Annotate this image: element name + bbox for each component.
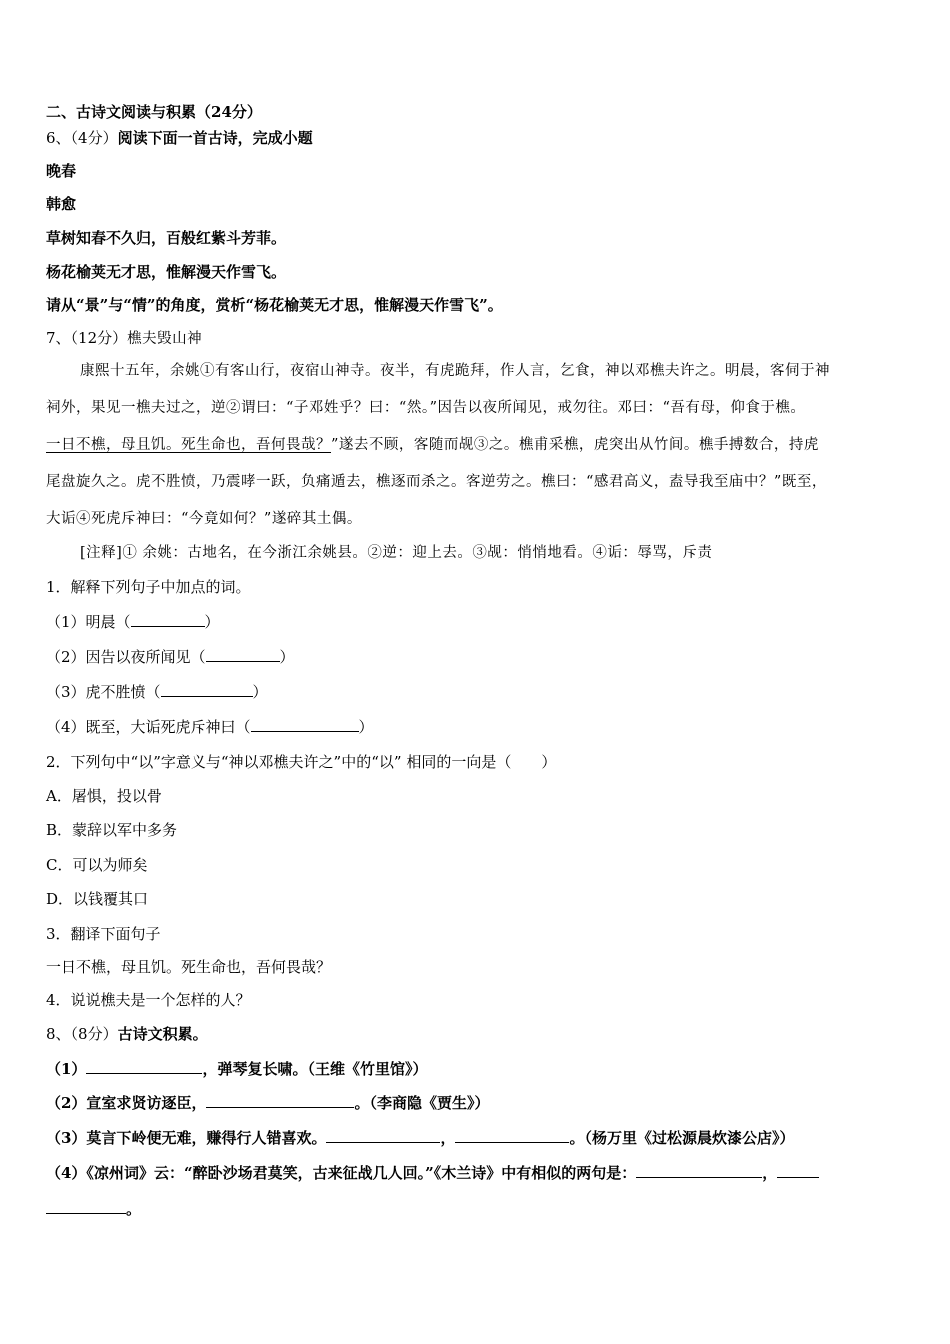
answer-blank-8-2[interactable]: [206, 1092, 354, 1108]
sub-question-3: 3．翻译下面句子: [46, 925, 161, 943]
q8-item-1: [46, 1058, 914, 1079]
q6-number: 6、（4分）: [46, 129, 118, 147]
passage-line-2: 祠外，果见一樵夫过之，逆②谓曰：“子邓姓乎？曰：“然。”因告以夜所闻见，戒勿往。邓曰：“吾有母，仰食于樵。: [46, 400, 806, 416]
answer-blank-8-4b-part1[interactable]: [777, 1162, 819, 1178]
q8-3-text: 。（杨万里《过松源晨炊漆公店》）: [569, 1129, 795, 1147]
section-title: 二、古诗文阅读与积累（24分）: [46, 103, 262, 121]
poem-author: 韩愈: [46, 195, 77, 213]
label-1-1: （1）明晨（: [46, 613, 131, 631]
q8-number: 8、（8分）: [46, 1025, 118, 1043]
close-paren-1-3: ）: [252, 683, 268, 701]
sub-question-1-3: [46, 681, 914, 702]
answer-blank-8-3a[interactable]: [326, 1127, 440, 1143]
q8-header: [46, 1024, 914, 1044]
answer-blank-8-4a[interactable]: [636, 1162, 762, 1178]
underlined-sentence: 一日不樵，母且饥。死生命也，吾何畏哉？: [46, 437, 331, 453]
passage-line-3: [46, 435, 914, 455]
sub-question-1-2: [46, 646, 914, 667]
q6-header: [46, 128, 914, 148]
q6-stem: 阅读下面一首古诗，完成小题: [117, 129, 313, 147]
label-1-2: （2）因告以夜所闻见（: [46, 648, 206, 666]
q8-3-label: （3）莫言下岭便无难，赚得行人错喜欢。: [46, 1129, 327, 1147]
q8-4-label: （4）《凉州词》云：“醉卧沙场君莫笑，古来征战几人回。”《木兰诗》中有相似的两句是：: [46, 1164, 637, 1182]
sub-question-2: 2．下列句中“以”字意义与“神以邓樵夫许之”中的“以” 相同的一向是（ ）: [46, 753, 557, 771]
q8-item-4-cont: [46, 1198, 914, 1219]
sub-question-1: 1．解释下列句子中加点的词。: [46, 578, 251, 596]
q8-item-4: [46, 1162, 914, 1183]
q8-1-label: （1）: [46, 1060, 87, 1078]
option-a[interactable]: A．屠惧，投以骨: [46, 787, 162, 805]
close-paren-1-4: ）: [358, 718, 374, 736]
passage-line-1: 康熙十五年，余姚①有客山行，夜宿山神寺。夜半，有虎跪拜，作人言，乞食，神以邓樵夫许之。明晨，客伺于神: [80, 363, 830, 379]
q7-header: [46, 328, 914, 349]
close-paren-1-2: ）: [279, 648, 295, 666]
q8-2-text: 。（李商隐《贾生》）: [354, 1094, 490, 1112]
answer-blank-8-1[interactable]: [86, 1058, 202, 1074]
passage-line-5: 大诟④死虎斥神曰：“今竟如何？”遂碎其土偶。: [46, 511, 362, 527]
answer-blank-8-3b[interactable]: [455, 1127, 569, 1143]
answer-blank-1-1[interactable]: [131, 611, 205, 627]
poem-line-1: 草树知春不久归，百般红紫斗芳菲。: [46, 229, 287, 247]
poem-line-2: 杨花榆荚无才思，惟解漫天作雪飞。: [46, 263, 287, 281]
passage-line-3-rest: ”遂去不顾，客随而觇③之。樵甫采樵，虎突出从竹间。樵手搏数合，持虎: [331, 437, 819, 453]
label-1-3: （3）虎不胜愤（: [46, 683, 161, 701]
option-b[interactable]: B．蒙辞以军中多务: [46, 821, 178, 839]
q8-3-comma: ，: [440, 1129, 456, 1147]
option-c[interactable]: C．可以为师矣: [46, 856, 148, 874]
q8-4-end: 。: [126, 1200, 142, 1218]
q8-item-3: [46, 1127, 914, 1148]
q8-2-label: （2）宣室求贤访逐臣，: [46, 1094, 207, 1112]
q6-question: 请从“景”与“情”的角度，赏析“杨花榆荚无才思，惟解漫天作雪飞”。: [46, 296, 503, 314]
q8-stem: 古诗文积累。: [117, 1025, 208, 1043]
passage-line-4: 尾盘旋久之。虎不胜愤，乃震哮一跃，负痛遁去，樵逐而杀之。客逆劳之。樵曰：“感君高义，盍导我至庙中？”既至，: [46, 474, 827, 490]
option-d[interactable]: D．以钱覆其口: [46, 890, 149, 908]
q8-4-comma: ，: [762, 1164, 778, 1182]
sub-question-1-4: [46, 716, 914, 737]
q8-1-text: ，弹琴复长啸。（王维《竹里馆》）: [202, 1060, 428, 1078]
sub-question-1-1: [46, 611, 914, 632]
answer-blank-1-3[interactable]: [161, 681, 253, 697]
close-paren-1-1: ）: [204, 613, 220, 631]
translate-sentence: 一日不樵，母且饥。死生命也，吾何畏哉？: [46, 958, 332, 976]
answer-blank-8-4b-part2[interactable]: [46, 1198, 126, 1214]
q7-number: 7、（12分）: [46, 329, 128, 347]
answer-blank-1-4[interactable]: [251, 716, 359, 732]
label-1-4: （4）既至，大诟死虎斥神曰（: [46, 718, 251, 736]
annotation-note: [注释]① 余姚：古地名，在今浙江余姚县。②逆：迎上去。③觇：悄悄地看。④诟：辱骂，斥责: [80, 545, 713, 561]
answer-blank-1-2[interactable]: [206, 646, 280, 662]
poem-title: 晚春: [46, 162, 77, 180]
q7-title: 樵夫毁山神: [127, 331, 203, 347]
q8-item-2: [46, 1092, 914, 1113]
sub-question-4: 4．说说樵夫是一个怎样的人？: [46, 991, 251, 1009]
